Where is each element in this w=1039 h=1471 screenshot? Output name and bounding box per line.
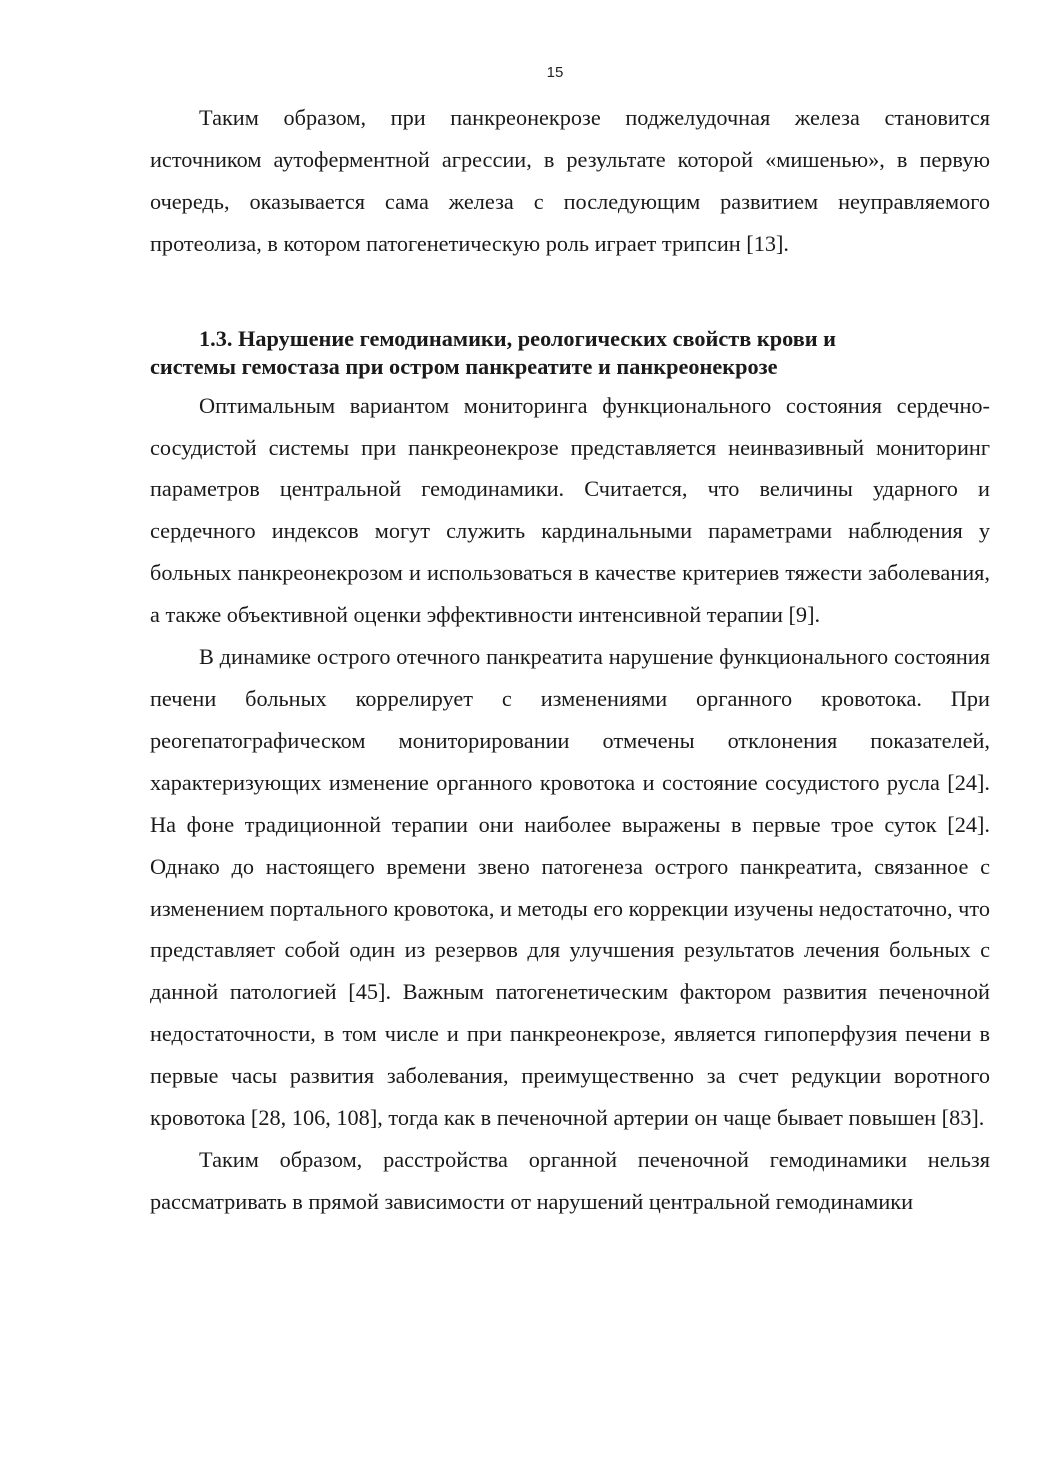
paragraph-hemodynamics-monitoring: Оптимальным вариантом мониторинга функционального состояния сердечно-сосудистой системы при панкреонекрозе представляется неинвазивный мониторинг параметров центральной гемодинамики. Считается, что величины ударного и сердечного индексов могут служить кардинальными параметрами наблюдения у больных панкреонекрозом и использоваться в качестве критериев тяжести заболевания, а также объективной оценки эффективности интенсивной терапии [9]. — [150, 392, 990, 628]
paragraph-liver-blood-flow: В динамике острого отечного панкреатита нарушение функционального состояния печени больных коррелирует с изменениями органного кровотока. При реогепатографическом мониторировании отмечены отклонения показателей, характеризующих изменение органного кровотока и состояние сосудистого русла [24]. На фоне традиционной терапии они наиболее выражены в первые трое суток [24]. Однако до настоящего времени звено патогенеза острого панкреатита, связанное с изменением портального кровотока, и методы его коррекции изучены недостаточно, что представляет собой один из резервов для улучшения результатов лечения больных с данной патологией [45]. Важным патогенетическим фактором развития печеночной недостаточности, в том числе и при панкреонекрозе, является гипоперфузия печени в первые часы развития заболевания, преимущественно за счет редукции воротного кровотока [28, 106, 108], тогда как в печеночной артерии он чаще бывает повышен [83]. — [150, 644, 990, 1131]
paragraph-autoferment-aggression: Таким образом, при панкреонекрозе поджелудочная железа становится источником аутоферментной агрессии, в результате которой «мишенью», в первую очередь, оказывается сама железа с последующим развитием неуправляемого протеолиза, в котором патогенетическую роль играет трипсин [13]. — [150, 105, 990, 256]
section-heading-line-1: 1.3. Нарушение гемодинамики, реологических свойств крови и — [199, 325, 837, 351]
section-heading — [150, 325, 990, 381]
document-body — [150, 97, 990, 1223]
paragraph-conclusion: Таким образом, расстройства органной печеночной гемодинамики нельзя рассматривать в прямой зависимости от нарушений центральной гемодинамики — [150, 1146, 990, 1214]
section-heading-line-2: системы гемостаза при остром панкреатите и панкреонекрозе — [150, 353, 778, 379]
page-number: 15 — [546, 64, 564, 81]
